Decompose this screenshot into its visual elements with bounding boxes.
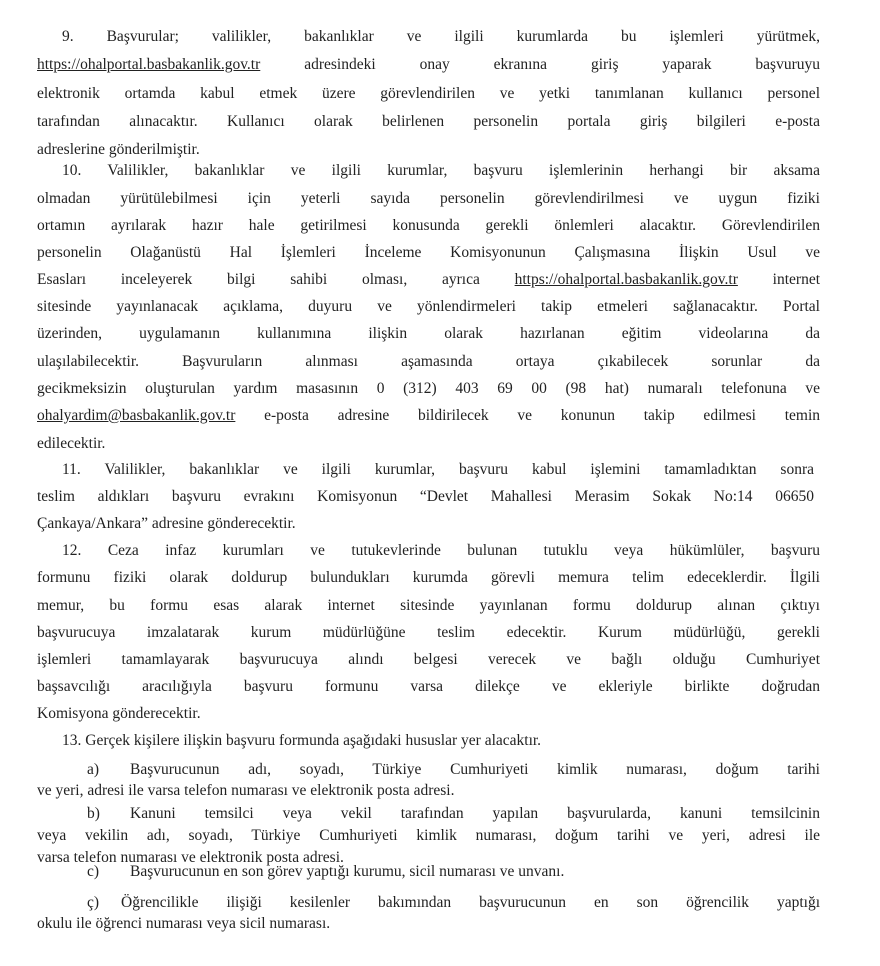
para-10-line-3: ortamın ayrılarak hazır hale getirilmesi konusunda gerekli önlemleri alacaktır. Görevlendirilen [37, 217, 820, 234]
para-10-line-1: 10. Valilikler, bakanlıklar ve ilgili kurumlar, başvuru işlemlerinin herhangi bir aksama [62, 162, 820, 179]
ohalyardim-email-link[interactable]: ohalyardim@basbakanlik.gov.tr [37, 407, 236, 424]
item-c-line-1: Başvurucunun en son görev yaptığı kurumu, sicil numarası ve unvanı. [130, 863, 565, 880]
item-a-line-1: Başvurucunun adı, soyadı, Türkiye Cumhuriyeti kimlik numarası, doğum tarihi [130, 761, 820, 778]
para-9-line-5: adreslerine gönderilmiştir. [37, 141, 200, 158]
para-12-line-4: başvurucuya imzalatarak kurum müdürlüğüne teslim edecektir. Kurum müdürlüğü, gerekli [37, 624, 820, 641]
para-10-line-5-post: internet [737, 271, 820, 288]
item-b-line-3: varsa telefon numarası ve elektronik posta adresi. [37, 849, 344, 866]
para-12-line-2: formunu fiziki olarak doldurup bulundukları kurumda görevli memura telim edeceklerdir. İlgili [37, 569, 820, 586]
para-10-line-6: sitesinde yayınlanacak açıklama, duyuru ve yönlendirmeleri takip etmeleri sağlanacaktır. Portal [37, 298, 820, 315]
para-12-line-3: memur, bu formu esas alarak internet sitesinde yayınlanan formu doldurup alınan çıktıyı [37, 597, 820, 614]
ohalportal-link[interactable]: https://ohalportal.basbakanlik.gov.tr [37, 56, 261, 73]
para-12-line-6: başsavcılığı aracılığıyla başvuru formunu varsa dilekçe ve ekleriyle birlikte doğrudan [37, 678, 820, 695]
para-10-line-2: olmadan yürütülebilmesi için yeterli sayıda personelin görevlendirilmesi ve uygun fiziki [37, 190, 820, 207]
para-10-line-8: ulaşılabilecektir. Başvuruların alınması aşamasında ortaya çıkabilecek sorunlar da [37, 353, 820, 370]
para-10-line-5 [37, 270, 820, 290]
para-12-line-5: işlemleri tamamlayarak başvurucuya alındı belgesi verecek ve bağlı olduğu Cumhuriyet [37, 651, 820, 668]
para-9-line-3: elektronik ortamda kabul etmek üzere görevlendirilen ve yetki tanımlanan kullanıcı personel [37, 85, 820, 102]
item-c-marker: c) [87, 863, 100, 880]
para-11-line-3: Çankaya/Ankara” adresine gönderecektir. [37, 515, 296, 532]
para-10-line-7: üzerinden, uygulamanın kullanımına ilişkin olarak hazırlanan eğitim videolarına da [37, 325, 820, 342]
item-cc-line-1: Öğrencilikle ilişiği kesilenler bakımından başvurucunun en son öğrencilik yaptığı [121, 894, 820, 911]
ohalportal-link-2[interactable]: https://ohalportal.basbakanlik.gov.tr [514, 271, 738, 288]
para-12-line-7: Komisyona gönderecektir. [37, 705, 201, 722]
para-9-line-2-text: adresindeki onay ekranına giriş yaparak başvuruyu [260, 56, 820, 73]
item-b-line-1: Kanuni temsilci veya vekil tarafından yapılan başvurularda, kanuni temsilcinin [130, 805, 820, 822]
item-a-line-2: ve yeri, adresi ile varsa telefon numarası ve elektronik posta adresi. [37, 782, 455, 799]
item-b-line-2: veya vekilin adı, soyadı, Türkiye Cumhuriyeti kimlik numarası, doğum tarihi ve yeri, adresi ile [37, 827, 820, 844]
para-10-line-11: edilecektir. [37, 435, 106, 452]
item-cc-marker: ç) [87, 894, 100, 911]
para-10-line-10 [37, 406, 820, 426]
para-12-line-1: 12. Ceza infaz kurumları ve tutukevlerinde bulunan tutuklu veya hükümlüler, başvuru [62, 542, 820, 559]
item-cc-line-2: okulu ile öğrenci numarası veya sicil numarası. [37, 915, 331, 932]
para-10-line-4: personelin Olağanüstü Hal İşlemleri İnceleme Komisyonunun Çalışmasına İlişkin Usul ve [37, 244, 820, 261]
para-13-line-1: 13. Gerçek kişilere ilişkin başvuru formunda aşağıdaki hususlar yer alacaktır. [62, 732, 542, 749]
para-9-line-2 [37, 55, 820, 75]
para-10-line-10-post: e-posta adresine bildirilecek ve konunun takip edilmesi temin [235, 407, 820, 424]
para-10-line-5-pre: Esasları inceleyerek bilgi sahibi olması, ayrıca [37, 271, 515, 288]
item-a-marker: a) [87, 761, 100, 778]
para-9-line-4: tarafından alınacaktır. Kullanıcı olarak belirlenen personelin portala giriş bilgileri e-posta [37, 113, 820, 130]
item-b-marker: b) [87, 805, 100, 822]
para-9-line-1: 9. Başvurular; valilikler, bakanlıklar ve ilgili kurumlarda bu işlemleri yürütmek, [62, 28, 820, 45]
para-10-line-9: gecikmeksizin oluşturulan yardım masasının 0 (312) 403 69 00 (98 hat) numaralı telefonuna ve [37, 380, 820, 397]
para-11-line-2: teslim aldıkları başvuru evrakını Komisyonun “Devlet Mahallesi Merasim Sokak No:14 06650 [37, 488, 814, 505]
para-11-line-1: 11. Valilikler, bakanlıklar ve ilgili kurumlar, başvuru kabul işlemini tamamladıktan sonra [62, 461, 814, 478]
